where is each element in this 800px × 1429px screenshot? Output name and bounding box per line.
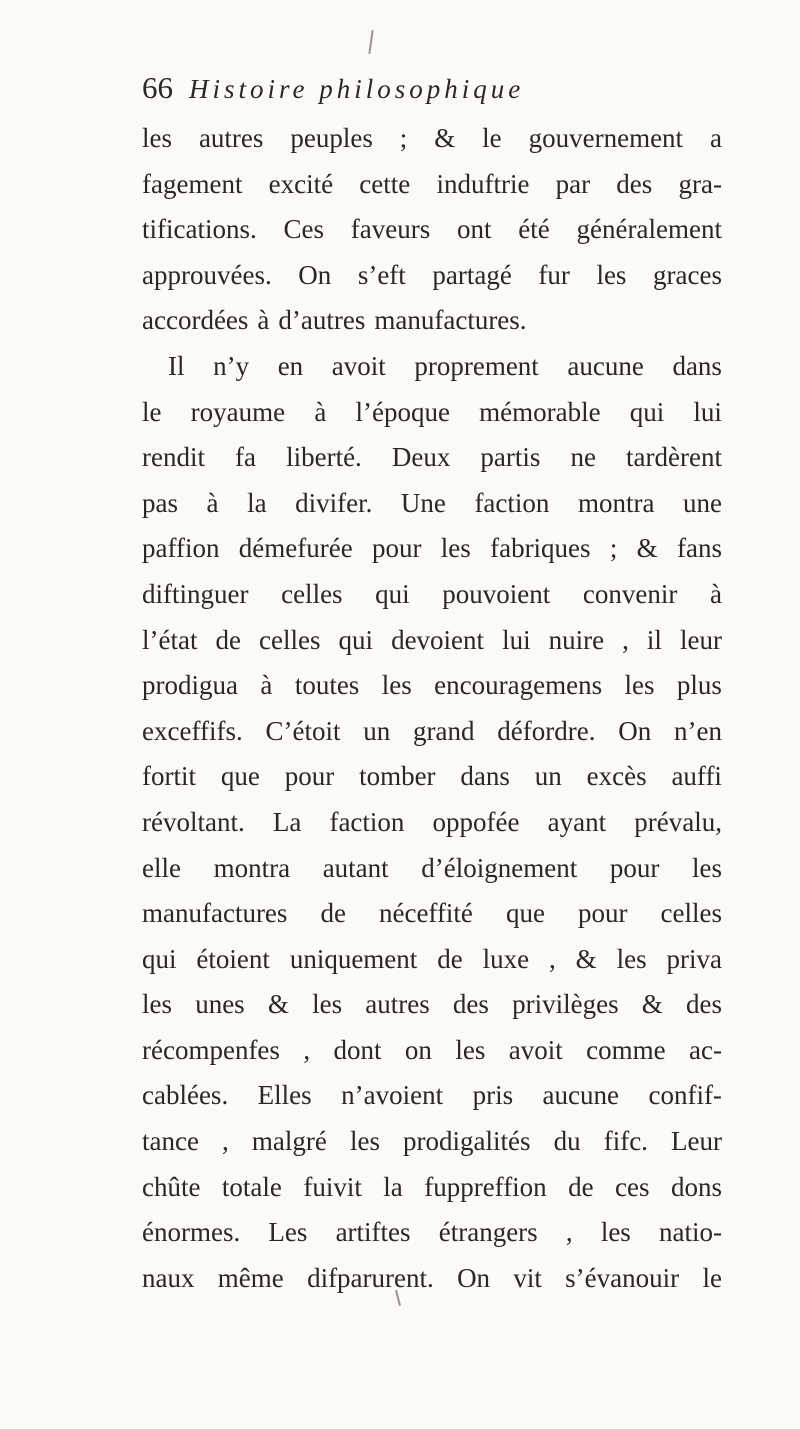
text-line: paffion démefurée pour les fabriques ; & fans [142,533,722,564]
text-line: énormes. Les artiftes étrangers , les natio- [142,1217,722,1248]
text-line: chûte totale fuivit la fuppreffion de ces dons [142,1171,722,1202]
text-line: le royaume à l’époque mémorable qui lui [142,396,722,427]
text-line: tifications. Ces faveurs ont été généralement [142,214,722,245]
body-text [142,116,722,1301]
text-line: prodigua à toutes les encouragemens les plus [142,670,722,701]
text-line: rendit fa liberté. Deux partis ne tardèrent [142,442,722,473]
text-line: manufactures de néceffité que pour celles [142,898,722,929]
text-line: récompenfes , dont on les avoit comme ac- [142,1034,722,1065]
text-line: approuvées. On s’eft partagé fur les graces [142,259,722,290]
paper-mark [368,30,373,54]
text-line: l’état de celles qui devoient lui nuire , il leur [142,624,722,655]
text-line: diftinguer celles qui pouvoient convenir à [142,578,722,609]
text-line: les unes & les autres des privilèges & des [142,989,722,1020]
text-line: exceffifs. C’étoit un grand défordre. On n’en [142,715,722,746]
text-line: fortit que pour tomber dans un excès auffi [142,761,722,792]
text-line: Il n’y en avoit proprement aucune dans [168,350,722,381]
text-line: révoltant. La faction oppofée ayant prévalu, [142,806,722,837]
running-title: Histoire philosophique [189,74,525,104]
text-line: naux même difparurent. On vit s’évanouir le [142,1262,722,1293]
page-number: 66 [142,70,173,105]
text-line: pas à la divifer. Une faction montra une [142,487,722,518]
page-header [142,70,722,110]
text-line: accordées à d’autres manufactures. [142,305,527,336]
text-line: les autres peuples ; & le gouvernement a [142,123,722,153]
text-line: cablées. Elles n’avoient pris aucune confif- [142,1080,722,1111]
text-line: fagement excité cette induftrie par des gra- [142,168,722,199]
text-line: elle montra autant d’éloignement pour les [142,852,722,883]
text-line: qui étoient uniquement de luxe , & les priva [142,943,722,974]
text-line: tance , malgré les prodigalités du fifc. Leur [142,1126,722,1157]
